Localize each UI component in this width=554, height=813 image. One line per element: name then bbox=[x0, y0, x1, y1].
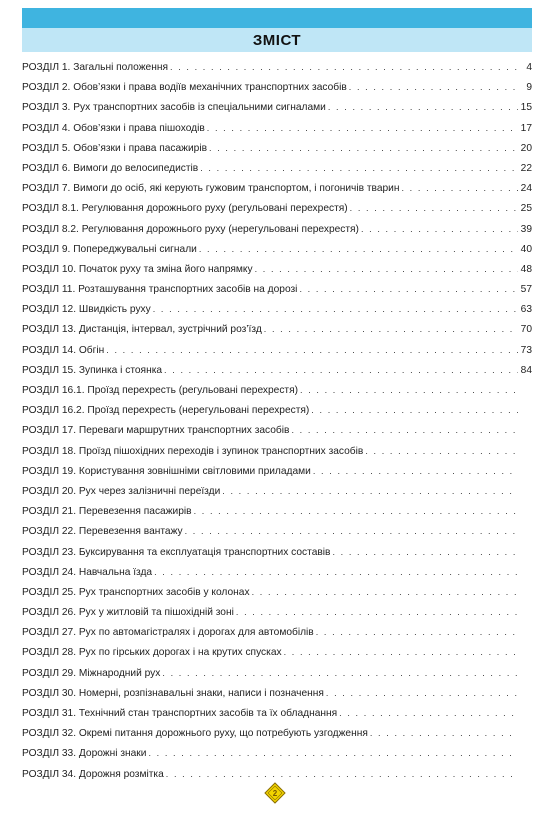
toc-entry-label: РОЗДІЛ 8.2. Регулювання дорожнього руху (нерегульовані перехрестя) bbox=[22, 223, 359, 235]
toc-entry[interactable] bbox=[22, 486, 532, 506]
dot-leader bbox=[365, 446, 518, 456]
toc-entry-label: РОЗДІЛ 17. Переваги маршрутних транспортних засобів bbox=[22, 425, 290, 437]
toc-entry-page: 57 bbox=[520, 284, 532, 296]
dot-leader bbox=[154, 567, 518, 577]
dot-leader bbox=[291, 425, 518, 435]
dot-leader bbox=[300, 385, 518, 395]
dot-leader bbox=[222, 486, 518, 496]
dot-leader bbox=[162, 668, 518, 678]
toc-entry-page: 73 bbox=[520, 344, 532, 356]
toc-entry[interactable] bbox=[22, 62, 532, 82]
toc-entry[interactable] bbox=[22, 345, 532, 365]
toc-entry-page: 22 bbox=[520, 162, 532, 174]
dot-leader bbox=[252, 587, 518, 597]
toc-entry-label: РОЗДІЛ 21. Перевезення пасажирів bbox=[22, 506, 192, 518]
toc-entry-label: РОЗДІЛ 2. Обов’язки і права водіїв механічних транспортних засобів bbox=[22, 82, 347, 94]
toc-entry[interactable] bbox=[22, 264, 532, 284]
toc-entry[interactable] bbox=[22, 728, 532, 748]
dot-leader bbox=[328, 102, 518, 112]
dot-leader bbox=[401, 183, 518, 193]
toc-entry-label: РОЗДІЛ 14. Обгін bbox=[22, 344, 105, 356]
toc-entry-label: РОЗДІЛ 11. Розташування транспортних засобів на дорозі bbox=[22, 284, 298, 296]
toc-entry-label: РОЗДІЛ 4. Обов’язки і права пішоходів bbox=[22, 122, 205, 134]
toc-entry-label: РОЗДІЛ 1. Загальні положення bbox=[22, 62, 168, 73]
toc-entry[interactable] bbox=[22, 183, 532, 203]
toc-entry[interactable] bbox=[22, 526, 532, 546]
dot-leader bbox=[209, 143, 518, 153]
dot-leader bbox=[166, 769, 518, 779]
header-color-band bbox=[22, 8, 532, 28]
toc-entry[interactable] bbox=[22, 244, 532, 264]
toc-entry-label: РОЗДІЛ 24. Навчальна їзда bbox=[22, 566, 153, 578]
toc-entry-page: 48 bbox=[520, 263, 532, 275]
toc-entry-page: 9 bbox=[526, 82, 532, 94]
dot-leader bbox=[299, 284, 518, 294]
toc-entry[interactable] bbox=[22, 163, 532, 183]
toc-entry[interactable] bbox=[22, 102, 532, 122]
toc-entry-label: РОЗДІЛ 7. Вимоги до осіб, які керують гужовим транспортом, і погоничів тварин bbox=[22, 183, 400, 195]
toc-entry-page: 70 bbox=[520, 324, 532, 336]
toc-entry[interactable] bbox=[22, 284, 532, 304]
toc-entry-page: 24 bbox=[520, 183, 532, 195]
dot-leader bbox=[170, 62, 518, 72]
toc-entry-page: 39 bbox=[520, 223, 532, 235]
toc-entry-label: РОЗДІЛ 18. Проїзд пішохідних переходів і зупинок транспортних засобів bbox=[22, 445, 364, 457]
toc-entry-label: РОЗДІЛ 28. Рух по гірських дорогах і на крутих спусках bbox=[22, 647, 282, 659]
toc-entry-label: РОЗДІЛ 26. Рух у житловій та пішохідній зоні bbox=[22, 607, 234, 619]
dot-leader bbox=[264, 324, 518, 334]
toc-entry[interactable] bbox=[22, 446, 532, 466]
toc-entry[interactable] bbox=[22, 224, 532, 244]
toc-entry-label: РОЗДІЛ 33. Дорожні знаки bbox=[22, 748, 147, 760]
toc-entry-label: РОЗДІЛ 25. Рух транспортних засобів у колонах bbox=[22, 586, 250, 598]
toc-entry[interactable] bbox=[22, 123, 532, 143]
toc-entry[interactable] bbox=[22, 365, 532, 385]
toc-entry[interactable] bbox=[22, 405, 532, 425]
toc-entry[interactable] bbox=[22, 425, 532, 445]
toc-entry[interactable] bbox=[22, 203, 532, 223]
dot-leader bbox=[199, 244, 518, 254]
dot-leader bbox=[332, 547, 518, 557]
dot-leader bbox=[255, 264, 518, 274]
toc-entry-page: 20 bbox=[520, 142, 532, 154]
toc-entry[interactable] bbox=[22, 748, 532, 768]
dot-leader bbox=[148, 748, 518, 758]
toc-entry-label: РОЗДІЛ 27. Рух по автомагістралях і дорогах для автомобілів bbox=[22, 627, 314, 639]
toc-entry[interactable] bbox=[22, 668, 532, 688]
dot-leader bbox=[164, 365, 518, 375]
page-number: 2 bbox=[272, 788, 278, 798]
toc-entry-page: 40 bbox=[520, 243, 532, 255]
dot-leader bbox=[311, 405, 518, 415]
toc-entry-page: 4 bbox=[526, 62, 532, 73]
dot-leader bbox=[349, 82, 518, 92]
dot-leader bbox=[326, 688, 518, 698]
toc-entry[interactable] bbox=[22, 385, 532, 405]
toc-entry[interactable] bbox=[22, 627, 532, 647]
dot-leader bbox=[200, 163, 518, 173]
dot-leader bbox=[284, 647, 518, 657]
dot-leader bbox=[370, 728, 518, 738]
toc-entry-label: РОЗДІЛ 5. Обов’язки і права пасажирів bbox=[22, 142, 208, 154]
toc-entry-label: РОЗДІЛ 15. Зупинка і стоянка bbox=[22, 364, 163, 376]
toc-entry-label: РОЗДІЛ 20. Рух через залізничні переїзди bbox=[22, 485, 221, 497]
toc-entry-label: РОЗДІЛ 34. Дорожня розмітка bbox=[22, 768, 164, 780]
page-number-badge bbox=[264, 782, 286, 804]
toc-entry-label: РОЗДІЛ 19. Користування зовнішніми світловими приладами bbox=[22, 465, 311, 477]
toc-entry-label: РОЗДІЛ 6. Вимоги до велосипедистів bbox=[22, 162, 199, 174]
toc-entry-page: 84 bbox=[520, 364, 532, 376]
toc-entry-label: РОЗДІЛ 9. Попереджувальні сигнали bbox=[22, 243, 197, 255]
dot-leader bbox=[106, 345, 518, 355]
toc-entry-label: РОЗДІЛ 31. Технічний стан транспортних засобів та їх обладнання bbox=[22, 708, 338, 719]
toc-entry-label: РОЗДІЛ 29. Міжнародний рух bbox=[22, 667, 161, 679]
toc-entry[interactable] bbox=[22, 304, 532, 324]
toc-entry[interactable] bbox=[22, 647, 532, 667]
dot-leader bbox=[350, 203, 518, 213]
dot-leader bbox=[339, 708, 518, 718]
toc-entry[interactable] bbox=[22, 466, 532, 486]
toc-entry-label: РОЗДІЛ 30. Номерні, розпізнавальні знаки, написи і позначення bbox=[22, 687, 324, 699]
toc-entry-label: РОЗДІЛ 3. Рух транспортних засобів із спеціальними сигналами bbox=[22, 102, 326, 114]
toc-entry-label: РОЗДІЛ 32. Окремі питання дорожнього руху, що потребують узгодження bbox=[22, 728, 368, 740]
toc-entry[interactable] bbox=[22, 587, 532, 607]
toc-entry-label: РОЗДІЛ 12. Швидкість руху bbox=[22, 304, 151, 316]
toc-entry[interactable] bbox=[22, 708, 532, 728]
toc-entry[interactable] bbox=[22, 506, 532, 526]
dot-leader bbox=[236, 607, 518, 617]
toc-entry-label: РОЗДІЛ 16.1. Проїзд перехресть (регульовані перехрестя) bbox=[22, 385, 298, 396]
toc-entry[interactable] bbox=[22, 143, 532, 163]
dot-leader bbox=[185, 526, 518, 536]
toc-entry-label: РОЗДІЛ 8.1. Регулювання дорожнього руху (регульовані перехрестя) bbox=[22, 203, 348, 215]
toc-entry-label: РОЗДІЛ 10. Початок руху та зміна його напрямку bbox=[22, 263, 253, 275]
page-title: ЗМІСТ bbox=[252, 31, 302, 49]
toc-entry[interactable] bbox=[22, 324, 532, 344]
toc-entry-label: РОЗДІЛ 22. Перевезення вантажу bbox=[22, 526, 183, 538]
toc-entry[interactable] bbox=[22, 607, 532, 627]
toc-entry[interactable] bbox=[22, 567, 532, 587]
toc-entry[interactable] bbox=[22, 82, 532, 102]
toc-entry-label: РОЗДІЛ 13. Дистанція, інтервал, зустрічний роз’їзд bbox=[22, 324, 262, 336]
dot-leader bbox=[361, 224, 518, 234]
toc-entry-page: 63 bbox=[520, 304, 532, 316]
contents-title-bar bbox=[22, 28, 532, 52]
dot-leader bbox=[316, 627, 518, 637]
toc-entry-page: 25 bbox=[520, 203, 532, 215]
dot-leader bbox=[207, 123, 518, 133]
toc-entry[interactable] bbox=[22, 688, 532, 708]
dot-leader bbox=[153, 304, 518, 314]
toc-entry[interactable] bbox=[22, 547, 532, 567]
dot-leader bbox=[194, 506, 518, 516]
toc-entry-page: 15 bbox=[520, 102, 532, 114]
toc-entry-page: 17 bbox=[520, 122, 532, 134]
toc-entry-label: РОЗДІЛ 23. Буксирування та експлуатація транспортних составів bbox=[22, 546, 331, 558]
table-of-contents bbox=[22, 62, 532, 789]
dot-leader bbox=[313, 466, 518, 476]
toc-entry-label: РОЗДІЛ 16.2. Проїзд перехресть (нерегульовані перехрестя) bbox=[22, 405, 310, 417]
